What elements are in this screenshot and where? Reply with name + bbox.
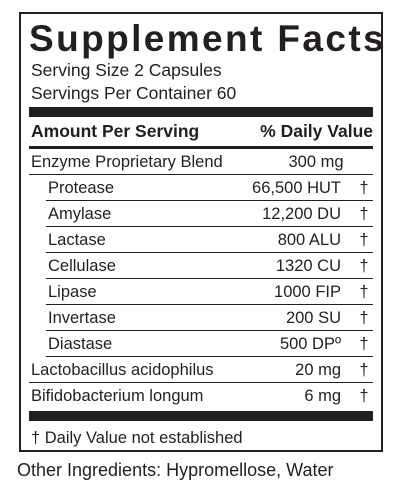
row-name: Lipase [48, 283, 97, 301]
row-lipase [29, 280, 373, 305]
row-amount: 1320 CU [275, 257, 341, 275]
row-dv: † [359, 257, 369, 275]
row-divider [46, 304, 373, 305]
footnote: † Daily Value not established [31, 429, 243, 447]
row-divider [46, 356, 373, 357]
row-divider [46, 226, 373, 227]
serving-size: Serving Size 2 Capsules [31, 60, 222, 80]
row-diastase [29, 332, 373, 357]
row-amylase [29, 202, 373, 227]
header-divider [29, 146, 373, 149]
row-name: Amylase [48, 205, 112, 223]
row-dv: † [359, 361, 369, 379]
row-enzyme-proprietary-blend [29, 150, 373, 175]
servings-per-container: Servings Per Container 60 [31, 83, 237, 103]
row-amount: 66,500 HUT [252, 179, 341, 197]
supplement-facts-panel [19, 12, 387, 452]
row-amount: 500 DPº [279, 335, 341, 353]
row-amount: 800 ALU [277, 231, 341, 249]
row-name: Lactase [48, 231, 106, 249]
row-amount: 200 SU [285, 309, 341, 327]
row-lactase [29, 228, 373, 253]
row-divider [46, 330, 373, 331]
row-dv: † [359, 335, 369, 353]
row-name: Cellulase [48, 257, 116, 275]
row-bifidobacterium-longum [29, 384, 373, 409]
thick-divider-top [29, 107, 373, 117]
row-divider [29, 174, 373, 175]
header-amount-per-serving: Amount Per Serving [31, 121, 200, 141]
row-protease [29, 176, 373, 201]
row-name: Protease [48, 179, 115, 197]
row-dv: † [359, 179, 369, 197]
row-divider [46, 278, 373, 279]
row-lactobacillus-acidophilus [29, 358, 373, 383]
other-ingredients: Other Ingredients: Hypromellose, Water [17, 460, 334, 480]
row-amount: 20 mg [295, 361, 341, 379]
thick-divider-bottom [29, 411, 373, 421]
row-dv: † [359, 205, 369, 223]
row-name: Enzyme Proprietary Blend [31, 153, 223, 171]
row-amount: 12,200 DU [262, 205, 341, 223]
panel-title: Supplement Facts [29, 18, 387, 59]
row-name: Bifidobacterium longum [31, 387, 204, 405]
row-invertase [29, 306, 373, 331]
row-dv: † [359, 231, 369, 249]
row-amount: 6 mg [304, 387, 341, 405]
row-name: Invertase [48, 309, 116, 327]
row-name: Diastase [48, 335, 113, 353]
row-divider [46, 200, 373, 201]
row-divider [46, 252, 373, 253]
row-name: Lactobacillus acidophilus [31, 361, 214, 379]
header-daily-value: % Daily Value [260, 121, 373, 141]
row-dv: † [359, 387, 369, 405]
row-dv: † [359, 309, 369, 327]
row-amount: 300 mg [288, 153, 344, 171]
row-divider [29, 382, 373, 383]
row-dv: † [359, 283, 369, 301]
row-cellulase [29, 254, 373, 279]
row-amount: 1000 FIP [274, 283, 341, 301]
